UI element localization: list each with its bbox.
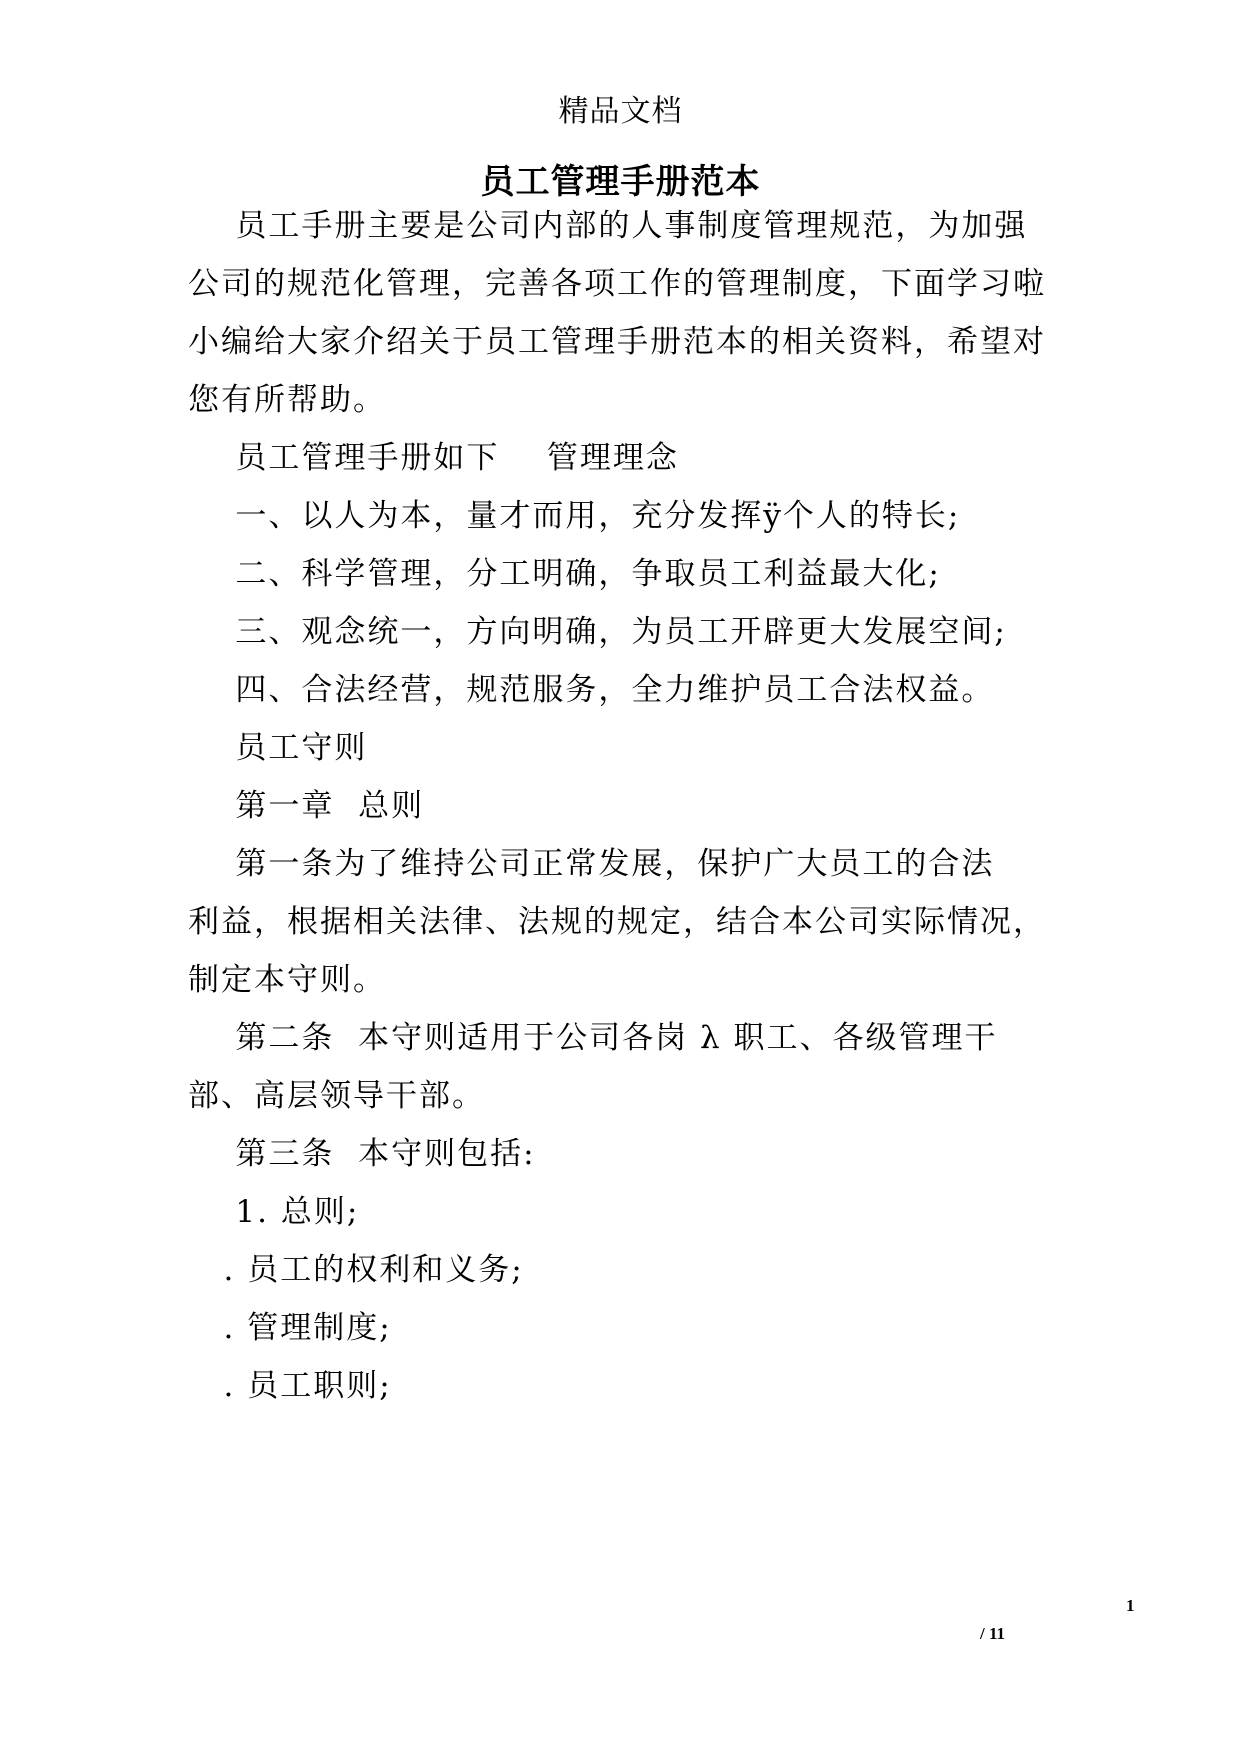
section-heading: 员工守则 (188, 730, 368, 766)
paragraph-line: 利益，根据相关法律、法规的规定，结合本公司实际情况， (188, 904, 1046, 940)
paragraph-line: 制定本守则。 (188, 962, 386, 998)
paragraph-line: 公司的规范化管理，完善各项工作的管理制度，下面学习啦 (188, 266, 1046, 302)
paragraph-line: 第一条为了维持公司正常发展，保护广大员工的合法 (188, 846, 995, 882)
paragraph-line: 小编给大家介绍关于员工管理手册范本的相关资料，希望对 (188, 324, 1046, 360)
list-item: . 员工的权利和义务; (188, 1252, 524, 1288)
paragraph-line: 您有所帮助。 (188, 382, 386, 418)
document-title: 员工管理手册范本 (480, 162, 761, 202)
list-item: 一、以人为本，量才而用，充分发挥ÿ个人的特长; (188, 498, 961, 534)
section-heading-line: 员工管理手册如下 管理理念 (188, 440, 679, 476)
list-item: . 管理制度; (188, 1310, 392, 1346)
total-pages: / 11 (980, 1624, 1006, 1643)
list-item: 二、科学管理，分工明确，争取员工利益最大化; (188, 556, 941, 592)
paragraph-line: 第二条 本守则适用于公司各岗 λ 职工、各级管理干 (188, 1020, 998, 1056)
paragraph-line: 员工手册主要是公司内部的人事制度管理规范，为加强 (188, 208, 1028, 244)
page-header: 精品文档 (558, 94, 683, 129)
chapter-heading: 第一章 总则 (188, 788, 425, 824)
list-item: 1. 总则; (188, 1194, 360, 1230)
list-item: 四、合法经营，规范服务，全力维护员工合法权益。 (188, 672, 995, 708)
paragraph-line: 第三条 本守则包括: (188, 1136, 536, 1172)
page-number: 1 (1126, 1596, 1135, 1615)
list-item: 三、观念统一，方向明确，为员工开辟更大发展空间; (188, 614, 1007, 650)
paragraph-line: 部、高层领导干部。 (188, 1078, 485, 1114)
list-item: . 员工职则; (188, 1368, 392, 1404)
